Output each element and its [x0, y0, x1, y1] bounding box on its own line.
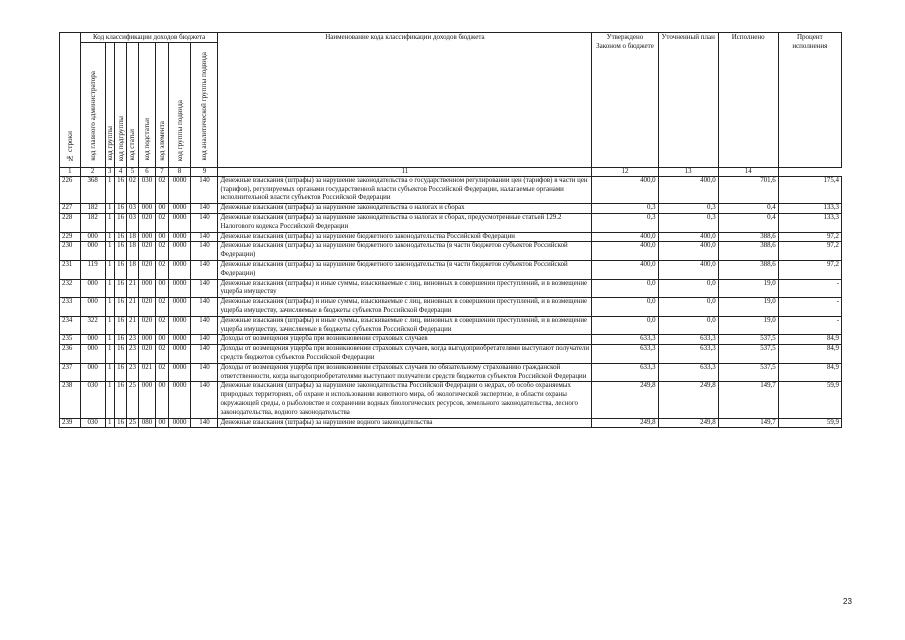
column-number: 3: [105, 167, 114, 176]
header-row-number: № строки: [60, 33, 81, 168]
table-row: [60, 176, 842, 203]
element-code-cell: 02: [156, 260, 168, 279]
executed-amount-cell: 19,0: [718, 316, 778, 335]
row-number-cell: 229: [60, 232, 81, 242]
analytic-group-code-cell: 140: [191, 232, 218, 242]
subgroup-code-cell: 16: [114, 418, 126, 428]
subtype-group-code-cell: 0000: [168, 176, 191, 203]
group-code-cell: 1: [105, 279, 114, 298]
column-numbers-row: [60, 167, 842, 176]
header-code-subtype-group: код группы подвида: [168, 42, 191, 167]
revenue-name-cell: Денежные взыскания (штрафы) за нарушение бюджетного законодательства (в части бюджетов субъектов Российской Федерации): [218, 242, 592, 261]
article-code-cell: 18: [127, 260, 138, 279]
execution-percent-cell: 97,2: [778, 242, 841, 261]
header-code-subarticle: код подстатьи: [138, 42, 156, 167]
subtype-group-code-cell: 0000: [168, 418, 191, 428]
subarticle-code-cell: 080: [138, 418, 156, 428]
executed-amount-cell: 701,6: [718, 176, 778, 203]
row-number-cell: 237: [60, 363, 81, 382]
subarticle-code-cell: 020: [138, 345, 156, 364]
executed-amount-cell: 388,6: [718, 242, 778, 261]
group-code-cell: 1: [105, 418, 114, 428]
subgroup-code-cell: 16: [114, 260, 126, 279]
header-name: Наименование кода классификации доходов бюджета: [218, 33, 592, 168]
subarticle-code-cell: 020: [138, 316, 156, 335]
header-code-subgroup: код подгруппы: [114, 42, 126, 167]
approved-amount-cell: 633,3: [592, 363, 658, 382]
article-code-cell: 02: [127, 176, 138, 203]
revenue-name-cell: Денежные взыскания (штрафы) за нарушение законодательства о налогах и сборах: [218, 204, 592, 214]
row-number-cell: 234: [60, 316, 81, 335]
admin-code-cell: 000: [80, 279, 105, 298]
revenue-name-cell: Доходы от возмещения ущерба при возникновении страховых случаев, когда выгодоприобретателями выступают получатели средств бюджетов субъектов Российской Федерации: [218, 345, 592, 364]
revenue-name-cell: Денежные взыскания (штрафы) и иные суммы, взыскиваемые с лиц, виновных в совершении преступлений, и в возмещение ущерба имуществу, зачисляемые в бюджеты субъектов Российской Федерации: [218, 316, 592, 335]
subtype-group-code-cell: 0000: [168, 213, 191, 232]
subarticle-code-cell: 020: [138, 242, 156, 261]
table-row: [60, 232, 842, 242]
table-row: [60, 260, 842, 279]
table-row: [60, 213, 842, 232]
subarticle-code-cell: 030: [138, 176, 156, 203]
article-code-cell: 21: [127, 316, 138, 335]
approved-amount-cell: 0,3: [592, 204, 658, 214]
refined-plan-cell: 0,0: [658, 298, 718, 317]
analytic-group-code-cell: 140: [191, 298, 218, 317]
page-number: 23: [843, 597, 852, 606]
group-code-cell: 1: [105, 204, 114, 214]
execution-percent-cell: 84,9: [778, 345, 841, 364]
table-row: [60, 345, 842, 364]
analytic-group-code-cell: 140: [191, 242, 218, 261]
analytic-group-code-cell: 140: [191, 204, 218, 214]
group-code-cell: 1: [105, 363, 114, 382]
group-code-cell: 1: [105, 316, 114, 335]
row-number-cell: 238: [60, 382, 81, 418]
refined-plan-cell: 400,0: [658, 260, 718, 279]
executed-amount-cell: 0,4: [718, 213, 778, 232]
admin-code-cell: 000: [80, 363, 105, 382]
analytic-group-code-cell: 140: [191, 345, 218, 364]
header-percent: Процент исполнения: [778, 33, 841, 168]
column-number: 9: [191, 167, 218, 176]
subtype-group-code-cell: 0000: [168, 232, 191, 242]
subgroup-code-cell: 16: [114, 335, 126, 345]
header-code-group: код группы: [105, 42, 114, 167]
admin-code-cell: 000: [80, 335, 105, 345]
subarticle-code-cell: 020: [138, 213, 156, 232]
element-code-cell: 00: [156, 204, 168, 214]
revenue-table: [59, 32, 842, 428]
subtype-group-code-cell: 0000: [168, 279, 191, 298]
approved-amount-cell: 0,0: [592, 316, 658, 335]
group-code-cell: 1: [105, 213, 114, 232]
subtype-group-code-cell: 0000: [168, 260, 191, 279]
execution-percent-cell: -: [778, 298, 841, 317]
approved-amount-cell: 400,0: [592, 242, 658, 261]
subarticle-code-cell: 020: [138, 260, 156, 279]
approved-amount-cell: 633,3: [592, 345, 658, 364]
execution-percent-cell: -: [778, 316, 841, 335]
column-number: 5: [127, 167, 138, 176]
subarticle-code-cell: 020: [138, 298, 156, 317]
approved-amount-cell: 0,0: [592, 279, 658, 298]
subarticle-code-cell: 021: [138, 363, 156, 382]
article-code-cell: 25: [127, 418, 138, 428]
refined-plan-cell: 400,0: [658, 242, 718, 261]
row-number-cell: 239: [60, 418, 81, 428]
article-code-cell: 23: [127, 345, 138, 364]
row-number-cell: 228: [60, 213, 81, 232]
group-code-cell: 1: [105, 345, 114, 364]
revenue-name-cell: Доходы от возмещения ущерба при возникновении страховых случаев по обязательному страхованию гражданской ответственности, когда выгодоприобретателями выступают получатели средств бюджетов субъектов Российской Федерации: [218, 363, 592, 382]
column-number: 8: [168, 167, 191, 176]
subgroup-code-cell: 16: [114, 176, 126, 203]
executed-amount-cell: 537,5: [718, 363, 778, 382]
element-code-cell: 00: [156, 232, 168, 242]
refined-plan-cell: 0,0: [658, 316, 718, 335]
table-row: [60, 382, 842, 418]
analytic-group-code-cell: 140: [191, 176, 218, 203]
admin-code-cell: 368: [80, 176, 105, 203]
table-row: [60, 279, 842, 298]
table-header: [60, 33, 842, 177]
table-body: [60, 176, 842, 428]
admin-code-cell: 030: [80, 382, 105, 418]
subgroup-code-cell: 16: [114, 213, 126, 232]
refined-plan-cell: 249,8: [658, 382, 718, 418]
group-code-cell: 1: [105, 260, 114, 279]
article-code-cell: 18: [127, 242, 138, 261]
execution-percent-cell: 59,9: [778, 418, 841, 428]
admin-code-cell: 000: [80, 345, 105, 364]
element-code-cell: 02: [156, 363, 168, 382]
article-code-cell: 21: [127, 298, 138, 317]
subarticle-code-cell: 000: [138, 204, 156, 214]
subgroup-code-cell: 16: [114, 382, 126, 418]
subgroup-code-cell: 16: [114, 232, 126, 242]
analytic-group-code-cell: 140: [191, 418, 218, 428]
analytic-group-code-cell: 140: [191, 260, 218, 279]
element-code-cell: 02: [156, 298, 168, 317]
refined-plan-cell: 633,3: [658, 345, 718, 364]
refined-plan-cell: 0,0: [658, 279, 718, 298]
column-number: 11: [218, 167, 592, 176]
approved-amount-cell: 249,8: [592, 382, 658, 418]
column-number: 4: [114, 167, 126, 176]
executed-amount-cell: 19,0: [718, 298, 778, 317]
table-row: [60, 418, 842, 428]
subgroup-code-cell: 16: [114, 363, 126, 382]
refined-plan-cell: 633,3: [658, 335, 718, 345]
revenue-name-cell: Денежные взыскания (штрафы) и иные суммы, взыскиваемые с лиц, виновных в совершении преступлений, и в возмещение ущерба имуществу: [218, 279, 592, 298]
header-approved: Утверждено Законом о бюджете: [592, 33, 658, 168]
revenue-name-cell: Денежные взыскания (штрафы) и иные суммы, взыскиваемые с лиц, виновных в совершении преступлений, и в возмещение ущерба имуществу, зачисляемые в бюджеты субъектов Российской Федерации: [218, 298, 592, 317]
admin-code-cell: 000: [80, 232, 105, 242]
approved-amount-cell: 400,0: [592, 176, 658, 203]
column-number: 12: [592, 167, 658, 176]
refined-plan-cell: 633,3: [658, 363, 718, 382]
approved-amount-cell: 0,3: [592, 213, 658, 232]
approved-amount-cell: 0,0: [592, 298, 658, 317]
row-number-cell: 230: [60, 242, 81, 261]
refined-plan-cell: 400,0: [658, 176, 718, 203]
executed-amount-cell: 537,5: [718, 345, 778, 364]
execution-percent-cell: -: [778, 279, 841, 298]
subgroup-code-cell: 16: [114, 204, 126, 214]
executed-amount-cell: 19,0: [718, 279, 778, 298]
revenue-name-cell: Денежные взыскания (штрафы) за нарушение законодательства о налогах и сборах, предусмотренные статьей 129.2 Налогового кодекса Российской Федерации: [218, 213, 592, 232]
row-number-cell: 232: [60, 279, 81, 298]
subtype-group-code-cell: 0000: [168, 298, 191, 317]
analytic-group-code-cell: 140: [191, 363, 218, 382]
table-row: [60, 316, 842, 335]
row-number-cell: 236: [60, 345, 81, 364]
subgroup-code-cell: 16: [114, 298, 126, 317]
execution-percent-cell: 84,9: [778, 363, 841, 382]
analytic-group-code-cell: 140: [191, 335, 218, 345]
admin-code-cell: 000: [80, 298, 105, 317]
element-code-cell: 02: [156, 213, 168, 232]
group-code-cell: 1: [105, 176, 114, 203]
article-code-cell: 21: [127, 279, 138, 298]
revenue-name-cell: Доходы от возмещения ущерба при возникновении страховых случаев: [218, 335, 592, 345]
subarticle-code-cell: 000: [138, 382, 156, 418]
approved-amount-cell: 400,0: [592, 232, 658, 242]
element-code-cell: 02: [156, 176, 168, 203]
column-number: 14: [718, 167, 778, 176]
column-number: 7: [156, 167, 168, 176]
subtype-group-code-cell: 0000: [168, 316, 191, 335]
execution-percent-cell: 84,9: [778, 335, 841, 345]
element-code-cell: 02: [156, 345, 168, 364]
executed-amount-cell: 537,5: [718, 335, 778, 345]
subtype-group-code-cell: 0000: [168, 242, 191, 261]
column-number: 2: [80, 167, 105, 176]
execution-percent-cell: 97,2: [778, 232, 841, 242]
article-code-cell: 03: [127, 213, 138, 232]
approved-amount-cell: 633,3: [592, 335, 658, 345]
column-number: 13: [658, 167, 718, 176]
element-code-cell: 00: [156, 335, 168, 345]
subtype-group-code-cell: 0000: [168, 363, 191, 382]
header-classification-group: Код классификации доходов бюджета: [80, 33, 218, 43]
element-code-cell: 02: [156, 242, 168, 261]
row-number-cell: 227: [60, 204, 81, 214]
table-row: [60, 298, 842, 317]
article-code-cell: 18: [127, 232, 138, 242]
group-code-cell: 1: [105, 232, 114, 242]
header-code-admin: код главного администратора: [80, 42, 105, 167]
execution-percent-cell: 59,9: [778, 382, 841, 418]
analytic-group-code-cell: 140: [191, 213, 218, 232]
refined-plan-cell: 0,3: [658, 213, 718, 232]
execution-percent-cell: 133,3: [778, 204, 841, 214]
subgroup-code-cell: 16: [114, 316, 126, 335]
analytic-group-code-cell: 140: [191, 279, 218, 298]
row-number-cell: 231: [60, 260, 81, 279]
subarticle-code-cell: 000: [138, 279, 156, 298]
header-code-element: код элемента: [156, 42, 168, 167]
group-code-cell: 1: [105, 298, 114, 317]
executed-amount-cell: 388,6: [718, 232, 778, 242]
row-number-cell: 235: [60, 335, 81, 345]
subtype-group-code-cell: 0000: [168, 335, 191, 345]
table-row: [60, 335, 842, 345]
admin-code-cell: 119: [80, 260, 105, 279]
admin-code-cell: 182: [80, 213, 105, 232]
header-executed: Исполнено: [718, 33, 778, 168]
subgroup-code-cell: 16: [114, 279, 126, 298]
subtype-group-code-cell: 0000: [168, 204, 191, 214]
analytic-group-code-cell: 140: [191, 316, 218, 335]
element-code-cell: 00: [156, 418, 168, 428]
article-code-cell: 23: [127, 335, 138, 345]
element-code-cell: 00: [156, 279, 168, 298]
execution-percent-cell: 97,2: [778, 260, 841, 279]
row-number-cell: 233: [60, 298, 81, 317]
header-refined: Уточненный план: [658, 33, 718, 168]
article-code-cell: 25: [127, 382, 138, 418]
group-code-cell: 1: [105, 382, 114, 418]
group-code-cell: 1: [105, 335, 114, 345]
table-row: [60, 242, 842, 261]
revenue-name-cell: Денежные взыскания (штрафы) за нарушение бюджетного законодательства Российской Федерации: [218, 232, 592, 242]
revenue-name-cell: Денежные взыскания (штрафы) за нарушение законодательства Российской Федерации о недрах, об особо охраняемых природных территориях, об охране и использовании животного мира, об экологической экспертизе, в области охраны окружающей среды, о рыболовстве и сохранении водных биологических ресурсов, земельного законодательства, лесного законодательства, водного законодательства: [218, 382, 592, 418]
table-row: [60, 204, 842, 214]
admin-code-cell: 322: [80, 316, 105, 335]
subarticle-code-cell: 000: [138, 232, 156, 242]
article-code-cell: 23: [127, 363, 138, 382]
revenue-name-cell: Денежные взыскания (штрафы) за нарушение водного законодательства: [218, 418, 592, 428]
column-number: 6: [138, 167, 156, 176]
approved-amount-cell: 400,0: [592, 260, 658, 279]
executed-amount-cell: 149,7: [718, 382, 778, 418]
executed-amount-cell: 0,4: [718, 204, 778, 214]
subtype-group-code-cell: 0000: [168, 345, 191, 364]
refined-plan-cell: 400,0: [658, 232, 718, 242]
executed-amount-cell: 149,7: [718, 418, 778, 428]
article-code-cell: 03: [127, 204, 138, 214]
admin-code-cell: 182: [80, 204, 105, 214]
header-code-article: код статьи: [127, 42, 138, 167]
header-code-analytic-group: код аналитической группы подвида: [191, 42, 218, 167]
column-number: 1: [60, 167, 81, 176]
table-row: [60, 363, 842, 382]
element-code-cell: 02: [156, 316, 168, 335]
subgroup-code-cell: 16: [114, 242, 126, 261]
revenue-name-cell: Денежные взыскания (штрафы) за нарушение бюджетного законодательства (в части бюджетов субъектов Российской Федерации): [218, 260, 592, 279]
subtype-group-code-cell: 0000: [168, 382, 191, 418]
subarticle-code-cell: 000: [138, 335, 156, 345]
admin-code-cell: 030: [80, 418, 105, 428]
refined-plan-cell: 249,8: [658, 418, 718, 428]
element-code-cell: 00: [156, 382, 168, 418]
group-code-cell: 1: [105, 242, 114, 261]
executed-amount-cell: 388,6: [718, 260, 778, 279]
subgroup-code-cell: 16: [114, 345, 126, 364]
execution-percent-cell: 175,4: [778, 176, 841, 203]
admin-code-cell: 000: [80, 242, 105, 261]
refined-plan-cell: 0,3: [658, 204, 718, 214]
analytic-group-code-cell: 140: [191, 382, 218, 418]
row-number-cell: 226: [60, 176, 81, 203]
approved-amount-cell: 249,8: [592, 418, 658, 428]
execution-percent-cell: 133,3: [778, 213, 841, 232]
revenue-name-cell: Денежные взыскания (штрафы) за нарушение законодательства о государственном регулировании цен (тарифов) в части цен (тарифов), регулируемых органами государственной власти субъектов Российской Федерации, налагаемые органами исполнительной власти субъектов Российской Федерации: [218, 176, 592, 203]
